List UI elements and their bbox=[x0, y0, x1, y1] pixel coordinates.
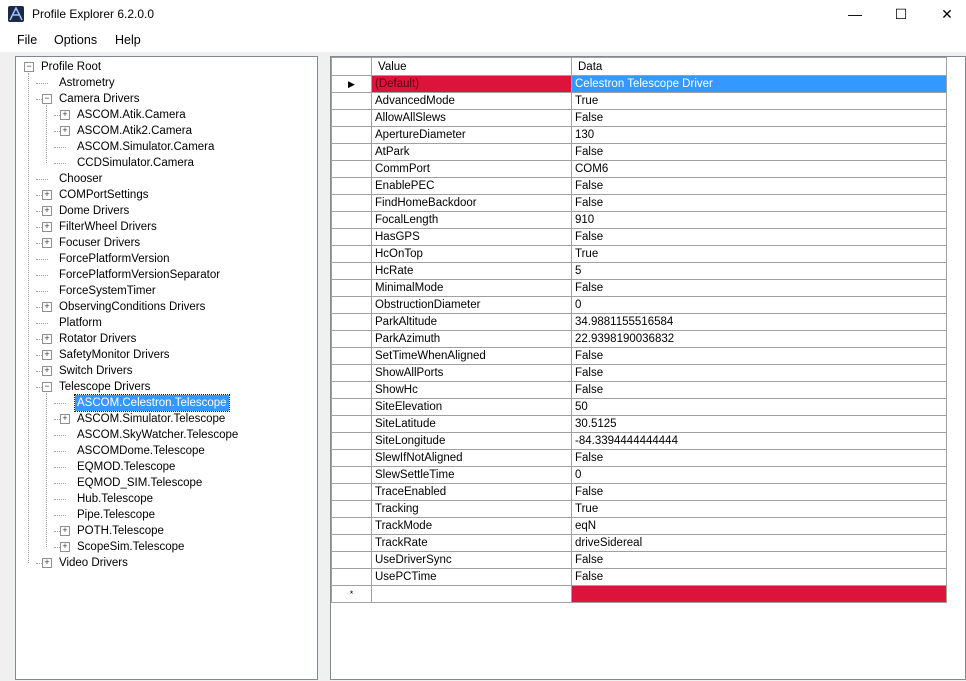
expand-icon[interactable]: + bbox=[42, 334, 52, 344]
row-header[interactable] bbox=[332, 127, 372, 144]
data-cell[interactable]: False bbox=[572, 280, 947, 297]
expand-icon[interactable]: + bbox=[42, 302, 52, 312]
grid-row[interactable] bbox=[332, 314, 947, 331]
tree-node[interactable] bbox=[16, 75, 316, 91]
expand-icon[interactable]: + bbox=[42, 238, 52, 248]
data-cell[interactable]: eqN bbox=[572, 518, 947, 535]
value-cell[interactable]: (Default) bbox=[372, 76, 572, 93]
row-header[interactable] bbox=[332, 246, 372, 263]
value-cell[interactable]: Tracking bbox=[372, 501, 572, 518]
tree-connector-line bbox=[54, 451, 66, 452]
row-header[interactable] bbox=[332, 348, 372, 365]
close-button[interactable]: ✕ bbox=[941, 6, 953, 22]
tree-node-label[interactable]: ASCOM.Celestron.Telescope bbox=[77, 397, 227, 409]
data-cell[interactable]: 130 bbox=[572, 127, 947, 144]
grid-row[interactable] bbox=[332, 110, 947, 127]
column-header-data[interactable]: Data bbox=[572, 58, 947, 76]
value-cell[interactable]: MinimalMode bbox=[372, 280, 572, 297]
value-cell[interactable]: SiteLatitude bbox=[372, 416, 572, 433]
data-cell[interactable]: False bbox=[572, 552, 947, 569]
menu-bar bbox=[0, 30, 966, 52]
row-header[interactable] bbox=[332, 212, 372, 229]
data-cell[interactable]: False bbox=[572, 229, 947, 246]
tree-connector-line bbox=[36, 275, 48, 276]
grid-row[interactable] bbox=[332, 399, 947, 416]
tree-node-label[interactable]: ASCOM.Simulator.Camera bbox=[77, 141, 215, 153]
tree-node-label[interactable]: EQMOD_SIM.Telescope bbox=[77, 477, 203, 489]
tree-node[interactable] bbox=[16, 107, 316, 123]
grid-row[interactable] bbox=[332, 569, 947, 586]
tree-node[interactable] bbox=[16, 91, 316, 107]
tree-node-label[interactable]: Astrometry bbox=[59, 77, 115, 89]
data-cell[interactable]: 0 bbox=[572, 467, 947, 484]
grid-row[interactable] bbox=[332, 161, 947, 178]
tree-node[interactable] bbox=[16, 459, 316, 475]
grid-row[interactable] bbox=[332, 501, 947, 518]
row-header[interactable] bbox=[332, 144, 372, 161]
data-cell[interactable]: False bbox=[572, 178, 947, 195]
data-cell[interactable]: False bbox=[572, 144, 947, 161]
row-header[interactable] bbox=[332, 314, 372, 331]
data-cell[interactable]: True bbox=[572, 93, 947, 110]
tree-connector-line bbox=[54, 499, 66, 500]
tree-node-label[interactable]: ObservingConditions Drivers bbox=[59, 301, 206, 313]
collapse-icon[interactable]: − bbox=[42, 94, 52, 104]
tree-node-label[interactable]: Profile Root bbox=[41, 61, 102, 73]
tree-node[interactable] bbox=[16, 331, 316, 347]
data-cell[interactable]: False bbox=[572, 110, 947, 127]
window-title: Profile Explorer 6.2.0.0 bbox=[32, 7, 155, 21]
expand-icon[interactable]: + bbox=[42, 190, 52, 200]
tree-connector-line bbox=[54, 163, 66, 164]
grid-row[interactable] bbox=[332, 127, 947, 144]
data-cell[interactable]: True bbox=[572, 501, 947, 518]
profile-tree[interactable] bbox=[15, 56, 318, 680]
tree-connector-line bbox=[36, 83, 48, 84]
tree-node[interactable] bbox=[16, 139, 316, 155]
row-header[interactable] bbox=[332, 518, 372, 535]
value-cell[interactable]: TrackRate bbox=[372, 535, 572, 552]
grid-row[interactable] bbox=[332, 365, 947, 382]
row-header[interactable] bbox=[332, 501, 372, 518]
data-cell[interactable]: 5 bbox=[572, 263, 947, 280]
tree-node-label[interactable]: ASCOM.Atik2.Camera bbox=[77, 125, 193, 137]
tree-node[interactable] bbox=[16, 235, 316, 251]
tree-node[interactable] bbox=[16, 475, 316, 491]
row-header[interactable] bbox=[332, 297, 372, 314]
tree-connector-line bbox=[36, 259, 48, 260]
app-icon bbox=[8, 6, 24, 22]
tree-node-label[interactable]: Focuser Drivers bbox=[59, 237, 141, 249]
values-table bbox=[331, 57, 947, 603]
data-cell[interactable]: False bbox=[572, 195, 947, 212]
tree-node[interactable] bbox=[16, 187, 316, 203]
tree-node[interactable] bbox=[16, 443, 316, 459]
tree-connector-line bbox=[36, 323, 48, 324]
tree-node[interactable] bbox=[16, 267, 316, 283]
grid-row[interactable] bbox=[332, 416, 947, 433]
value-cell[interactable]: HcRate bbox=[372, 263, 572, 280]
data-cell[interactable]: 30.5125 bbox=[572, 416, 947, 433]
data-cell[interactable]: -84.3394444444444 bbox=[572, 433, 947, 450]
expand-icon[interactable]: + bbox=[42, 206, 52, 216]
tree-node-label[interactable]: Pipe.Telescope bbox=[77, 509, 155, 521]
grid-row[interactable] bbox=[332, 280, 947, 297]
grid-row[interactable] bbox=[332, 450, 947, 467]
expand-icon[interactable]: + bbox=[60, 126, 70, 136]
grid-row[interactable] bbox=[332, 552, 947, 569]
grid-row[interactable] bbox=[332, 93, 947, 110]
value-cell[interactable]: ParkAltitude bbox=[372, 314, 572, 331]
menu-options[interactable]: Options bbox=[54, 33, 98, 47]
tree-node[interactable] bbox=[16, 299, 316, 315]
row-header[interactable] bbox=[332, 569, 372, 586]
tree-connector-line bbox=[54, 403, 66, 404]
tree-node-label[interactable]: COMPortSettings bbox=[59, 189, 149, 201]
row-header[interactable] bbox=[332, 110, 372, 127]
data-cell[interactable]: driveSidereal bbox=[572, 535, 947, 552]
tree-connector-line bbox=[54, 515, 66, 516]
value-cell[interactable]: ShowAllPorts bbox=[372, 365, 572, 382]
row-header[interactable] bbox=[332, 331, 372, 348]
tree-node[interactable] bbox=[16, 539, 316, 555]
grid-row[interactable] bbox=[332, 348, 947, 365]
data-cell[interactable]: 34.9881155516584 bbox=[572, 314, 947, 331]
value-cell[interactable]: SlewIfNotAligned bbox=[372, 450, 572, 467]
tree-node[interactable] bbox=[16, 411, 316, 427]
tree-node[interactable] bbox=[16, 507, 316, 523]
data-cell[interactable]: True bbox=[572, 246, 947, 263]
tree-node-label[interactable]: Hub.Telescope bbox=[77, 493, 154, 505]
new-data-cell[interactable] bbox=[572, 586, 947, 603]
row-header[interactable] bbox=[332, 399, 372, 416]
tree-node-label[interactable]: ForcePlatformVersion bbox=[59, 253, 170, 265]
tree-node[interactable] bbox=[16, 283, 316, 299]
expand-icon[interactable]: + bbox=[42, 222, 52, 232]
data-cell[interactable]: False bbox=[572, 450, 947, 467]
tree-node[interactable] bbox=[16, 555, 316, 571]
data-cell[interactable]: Celestron Telescope Driver bbox=[572, 76, 947, 93]
tree-node[interactable] bbox=[16, 395, 316, 411]
tree-node-label[interactable]: FilterWheel Drivers bbox=[59, 221, 157, 233]
tree-node[interactable] bbox=[16, 491, 316, 507]
tree-connector-line bbox=[36, 179, 48, 180]
tree-connector-line bbox=[36, 291, 48, 292]
tree-node-label[interactable]: Camera Drivers bbox=[59, 93, 140, 105]
value-cell[interactable]: CommPort bbox=[372, 161, 572, 178]
current-row-indicator[interactable]: ▶ bbox=[332, 76, 372, 93]
value-cell[interactable]: TraceEnabled bbox=[372, 484, 572, 501]
grid-row[interactable] bbox=[332, 433, 947, 450]
data-cell[interactable]: False bbox=[572, 569, 947, 586]
expand-icon[interactable]: + bbox=[60, 542, 70, 552]
data-cell[interactable]: 50 bbox=[572, 399, 947, 416]
row-header[interactable] bbox=[332, 433, 372, 450]
tree-node-label[interactable]: ScopeSim.Telescope bbox=[77, 541, 185, 553]
new-row-indicator[interactable]: * bbox=[332, 586, 372, 603]
data-cell[interactable]: COM6 bbox=[572, 161, 947, 178]
grid-row[interactable] bbox=[332, 229, 947, 246]
tree-node-label[interactable]: Video Drivers bbox=[59, 557, 128, 569]
grid-new-row[interactable] bbox=[332, 586, 947, 603]
menu-help[interactable]: Help bbox=[115, 33, 141, 47]
tree-node[interactable] bbox=[16, 315, 316, 331]
tree-node-label[interactable]: CCDSimulator.Camera bbox=[77, 157, 194, 169]
value-cell[interactable]: ObstructionDiameter bbox=[372, 297, 572, 314]
tree-node[interactable] bbox=[16, 251, 316, 267]
expand-icon[interactable]: + bbox=[60, 414, 70, 424]
row-header[interactable] bbox=[332, 263, 372, 280]
tree-node-label[interactable]: ASCOM.SkyWatcher.Telescope bbox=[77, 429, 239, 441]
value-cell[interactable]: ApertureDiameter bbox=[372, 127, 572, 144]
expand-icon[interactable]: + bbox=[42, 558, 52, 568]
data-cell[interactable]: False bbox=[572, 382, 947, 399]
value-cell[interactable]: HcOnTop bbox=[372, 246, 572, 263]
data-cell[interactable]: 22.9398190036832 bbox=[572, 331, 947, 348]
tree-node[interactable] bbox=[16, 379, 316, 395]
grid-header-row bbox=[332, 58, 947, 76]
tree-node-label[interactable]: Switch Drivers bbox=[59, 365, 133, 377]
row-header[interactable] bbox=[332, 382, 372, 399]
column-header-value[interactable]: Value bbox=[372, 58, 572, 76]
row-header[interactable] bbox=[332, 178, 372, 195]
value-cell[interactable]: AtPark bbox=[372, 144, 572, 161]
title-bar bbox=[0, 0, 966, 30]
data-cell[interactable]: False bbox=[572, 365, 947, 382]
value-cell[interactable]: AllowAllSlews bbox=[372, 110, 572, 127]
tree-node[interactable] bbox=[16, 219, 316, 235]
value-cell[interactable]: ParkAzimuth bbox=[372, 331, 572, 348]
tree-connector-line bbox=[54, 147, 66, 148]
value-cell[interactable]: SetTimeWhenAligned bbox=[372, 348, 572, 365]
value-cell[interactable]: UseDriverSync bbox=[372, 552, 572, 569]
grid-row[interactable] bbox=[332, 331, 947, 348]
tree-node-label[interactable]: Platform bbox=[59, 317, 102, 329]
new-value-cell[interactable] bbox=[372, 586, 572, 603]
row-header[interactable] bbox=[332, 161, 372, 178]
maximize-button[interactable]: ☐ bbox=[894, 6, 908, 22]
value-cell[interactable]: ShowHc bbox=[372, 382, 572, 399]
profile-values-grid[interactable] bbox=[330, 56, 966, 680]
tree-node[interactable] bbox=[16, 59, 316, 75]
value-cell[interactable]: EnablePEC bbox=[372, 178, 572, 195]
expand-icon[interactable]: + bbox=[42, 366, 52, 376]
tree-node-label[interactable]: ForceSystemTimer bbox=[59, 285, 156, 297]
tree-node-label[interactable]: Rotator Drivers bbox=[59, 333, 137, 345]
value-cell[interactable]: FindHomeBackdoor bbox=[372, 195, 572, 212]
tree-node[interactable] bbox=[16, 523, 316, 539]
tree-node-label[interactable]: ASCOMDome.Telescope bbox=[77, 445, 205, 457]
value-cell[interactable]: TrackMode bbox=[372, 518, 572, 535]
data-cell[interactable]: False bbox=[572, 348, 947, 365]
row-header[interactable] bbox=[332, 365, 372, 382]
row-header[interactable] bbox=[332, 280, 372, 297]
tree-connector-line bbox=[54, 435, 66, 436]
tree-node-label[interactable]: Chooser bbox=[59, 173, 103, 185]
grid-corner bbox=[332, 58, 372, 76]
row-header[interactable] bbox=[332, 535, 372, 552]
value-cell[interactable]: SiteLongitude bbox=[372, 433, 572, 450]
row-header[interactable] bbox=[332, 552, 372, 569]
tree-node-label[interactable]: SafetyMonitor Drivers bbox=[59, 349, 170, 361]
menu-file[interactable]: File bbox=[17, 33, 38, 47]
expand-icon[interactable]: + bbox=[60, 110, 70, 120]
tree-connector-line bbox=[54, 467, 66, 468]
value-cell[interactable]: HasGPS bbox=[372, 229, 572, 246]
value-cell[interactable]: SlewSettleTime bbox=[372, 467, 572, 484]
data-cell[interactable]: 910 bbox=[572, 212, 947, 229]
expand-icon[interactable]: + bbox=[42, 350, 52, 360]
tree-node[interactable] bbox=[16, 347, 316, 363]
grid-row[interactable] bbox=[332, 518, 947, 535]
row-header[interactable] bbox=[332, 484, 372, 501]
grid-row[interactable] bbox=[332, 195, 947, 212]
tree-node[interactable] bbox=[16, 123, 316, 139]
collapse-icon[interactable]: − bbox=[24, 62, 34, 72]
row-header[interactable] bbox=[332, 450, 372, 467]
collapse-icon[interactable]: − bbox=[42, 382, 52, 392]
tree-node-label[interactable]: ASCOM.Atik.Camera bbox=[77, 109, 186, 121]
grid-row[interactable] bbox=[332, 535, 947, 552]
grid-row[interactable] bbox=[332, 246, 947, 263]
tree-node[interactable] bbox=[16, 203, 316, 219]
tree-node-label[interactable]: ASCOM.Simulator.Telescope bbox=[77, 413, 226, 425]
value-cell[interactable]: AdvancedMode bbox=[372, 93, 572, 110]
tree-node-label[interactable]: Dome Drivers bbox=[59, 205, 130, 217]
value-cell[interactable]: FocalLength bbox=[372, 212, 572, 229]
row-header[interactable] bbox=[332, 93, 372, 110]
tree-node[interactable] bbox=[16, 427, 316, 443]
tree-node-label[interactable]: POTH.Telescope bbox=[77, 525, 164, 537]
tree-node-label[interactable]: ForcePlatformVersionSeparator bbox=[59, 269, 221, 281]
tree-connector-line bbox=[54, 483, 66, 484]
row-header[interactable] bbox=[332, 195, 372, 212]
grid-row[interactable] bbox=[332, 144, 947, 161]
value-cell[interactable]: SiteElevation bbox=[372, 399, 572, 416]
tree-node[interactable] bbox=[16, 363, 316, 379]
tree-node-label[interactable]: EQMOD.Telescope bbox=[77, 461, 176, 473]
grid-row[interactable] bbox=[332, 484, 947, 501]
grid-row[interactable] bbox=[332, 212, 947, 229]
grid-row[interactable] bbox=[332, 263, 947, 280]
grid-row[interactable] bbox=[332, 178, 947, 195]
row-header[interactable] bbox=[332, 467, 372, 484]
tree-node[interactable] bbox=[16, 171, 316, 187]
data-cell[interactable]: 0 bbox=[572, 297, 947, 314]
value-cell[interactable]: UsePCTime bbox=[372, 569, 572, 586]
tree-node[interactable] bbox=[16, 155, 316, 171]
data-cell[interactable]: False bbox=[572, 484, 947, 501]
minimize-button[interactable]: — bbox=[848, 6, 862, 22]
row-header[interactable] bbox=[332, 229, 372, 246]
expand-icon[interactable]: + bbox=[60, 526, 70, 536]
grid-row[interactable] bbox=[332, 297, 947, 314]
tree-node-label[interactable]: Telescope Drivers bbox=[59, 381, 151, 393]
grid-row[interactable] bbox=[332, 382, 947, 399]
grid-row[interactable] bbox=[332, 467, 947, 484]
grid-row[interactable] bbox=[332, 76, 947, 93]
row-header[interactable] bbox=[332, 416, 372, 433]
